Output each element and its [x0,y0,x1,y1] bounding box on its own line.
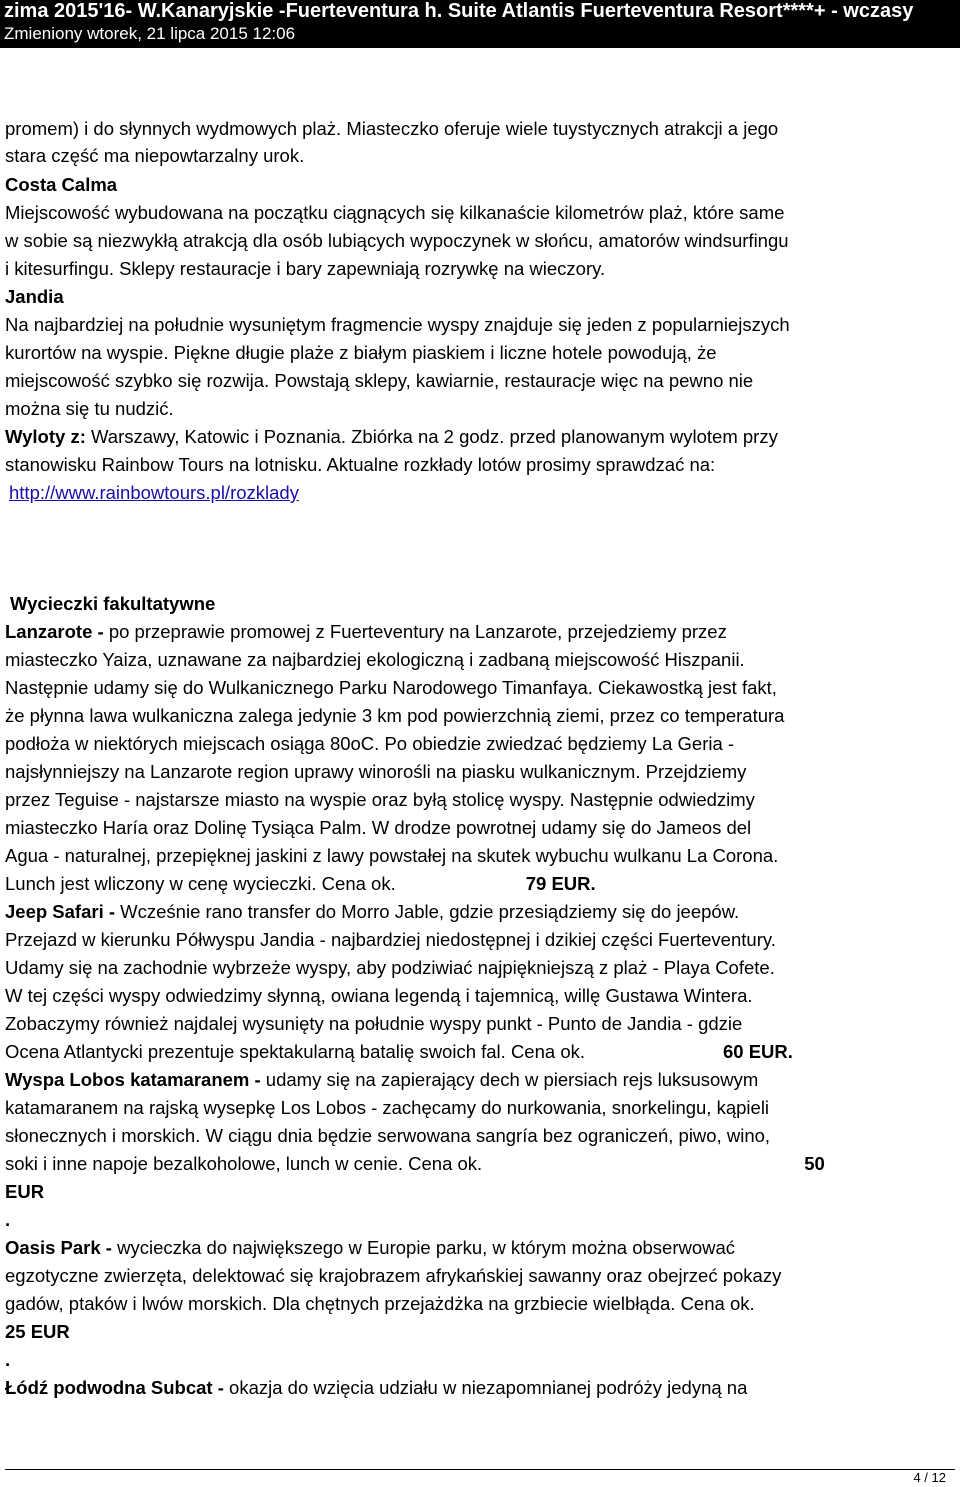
jandia-heading: Jandia [5,286,64,307]
lanzarote-title: Lanzarote - [5,621,104,642]
oasis-park-title: Oasis Park - [5,1237,112,1258]
jeep-safari-price: 60 EUR. [723,1041,793,1062]
lanzarote-section: Lanzarote - po przeprawie promowej z Fuerteventury na Lanzarote, przejedziemy przez miasteczko Yaiza, uznawane za najbardziej ekologiczną i zadbaną miejscowość Hiszpanii. Następnie udamy się do Wulkanicznego Parku Narodowego Timanfaya. Ciekawostką jest fakt, że płynna lawa wulkaniczna zalega jedynie 3 km pod powierzchnią ziemi, przez co temperatura podłoża w niektórych miejscach osiąga 80oC. Po obiedzie zwiedzać będziemy La Geria - najsłynniejszy na Lanzarote region uprawy winorośli na piasku wulkanicznym. Przejdziemy przez Teguise - najstarsze miasto na wyspie oraz byłą stolicę wyspy. Następnie odwiedzimy miasteczko Haría oraz Dolinę Tysiąca Palm. W drodze powrotnej udamy się do Jameos del Agua - naturalnej, przepięknej jaskini z lawy powstałej na skutek wybuchu wulkanu La Corona. Lunch jest wliczony w cenę wycieczki. Cena ok. 79 EUR. [5,621,785,894]
jandia-section: Jandia Na najbardziej na południe wysuniętym fragmencie wyspy znajduje się jeden z popularniejszych kurortów na wyspie. Piękne długie plaże z białym piaskiem i liczne hotele powodują, że miejscowość szybko się rozwija. Powstają sklepy, kawiarnie, restauracje więc na pewno nie można się tu nudzić. [5,283,957,423]
page-number: 4 / 12 [913,1470,946,1485]
lobos-price: 50 [804,1153,825,1174]
excursions-heading: Wycieczki fakultatywne [10,593,216,614]
lobos-section: Wyspa Lobos katamaranem - udamy się na zapierający dech w piersiach rejs luksusowym katamaranem na rajską wysepkę Los Lobos - zachęcamy do nurkowania, snorkelingu, kąpieli słonecznych i morskich. W ciągu dnia będzie serwowana sangría bez ograniczeń, piwo, wino, soki i inne napoje bezalkoholowe, lunch w cenie. Cena ok. 50 EUR . [5,1069,825,1230]
flights-section: Wyloty z: Warszawy, Katowic i Poznania. Zbiórka na 2 godz. przed planowanym wylotem przy stanowisku Rainbow Tours na lotnisku. Aktualne rozkłady lotów prosimy sprawdzać na: http://www.rainbowtours.pl/rozklady [5,426,778,503]
footer-divider [5,1469,955,1470]
lobos-title: Wyspa Lobos katamaranem - [5,1069,261,1090]
lanzarote-price: 79 EUR. [525,873,596,894]
rainbow-schedule-link[interactable]: http://www.rainbowtours.pl/rozklady [9,482,299,503]
flights-label: Wyloty z: [5,426,86,447]
document-title: zima 2015'16- W.Kanaryjskie -Fuerteventura h. Suite Atlantis Fuerteventura Resort****+ - wczasy [4,0,914,22]
subcat-section: Łódź podwodna Subcat - okazja do wzięcia udziału w niezapomnianej podróży jedyną na [5,1377,748,1398]
intro-paragraph: promem) i do słynnych wydmowych plaż. Miasteczko oferuje wiele tuystycznych atrakcji a jego stara część ma niepowtarzalny urok. [5,118,779,166]
excursions-heading-block [5,590,960,618]
costa-calma-section: Costa Calma Miejscowość wybudowana na początku ciągnących się kilkanaście kilometrów plaż, które same w sobie są niezwykłą atrakcją dla osób lubiących wypoczynek w słońcu, amatorów windsurfingu i kitesurfingu. Sklepy restauracje i bary zapewniają rozrywkę na wieczory. [5,171,957,283]
jeep-safari-title: Jeep Safari - [5,901,116,922]
costa-calma-heading: Costa Calma [5,174,118,195]
jeep-safari-section: Jeep Safari - Wcześnie rano transfer do Morro Jable, gdzie przesiądziemy się do jeepów. Przejazd w kierunku Półwyspu Jandia - najbardziej niedostępnej i dzikiej części Fuerteventury. Udamy się na zachodnie wybrzeże wyspy, aby podziwiać najpiękniejszą z plaż - Playa Cofete. W tej części wyspy odwiedzimy słynną, owiana legendą i tajemnicą, willę Gustawa Wintera. Zobaczymy również najdalej wysunięty na południe wyspy punkt - Punto de Jandia - gdzie Ocena Atlantycki prezentuje spektakularną batalię swoich fal. Cena ok. 60 EUR. [5,901,793,1062]
modified-date: Zmieniony wtorek, 21 lipca 2015 12:06 [4,24,296,43]
oasis-park-section: Oasis Park - wycieczka do największego w Europie parku, w którym można obserwować egzotyczne zwierzęta, delektować się krajobrazem afrykańskiej sawanny oraz obejrzeć pokazy gadów, ptaków i lwów morskich. Dla chętnych przejażdżka na grzbiecie wielbłąda. Cena ok. 25 EUR . [5,1234,957,1374]
subcat-title: Łódź podwodna Subcat - [5,1377,224,1398]
page-header [0,0,960,48]
oasis-park-price: 25 EUR [5,1321,70,1342]
